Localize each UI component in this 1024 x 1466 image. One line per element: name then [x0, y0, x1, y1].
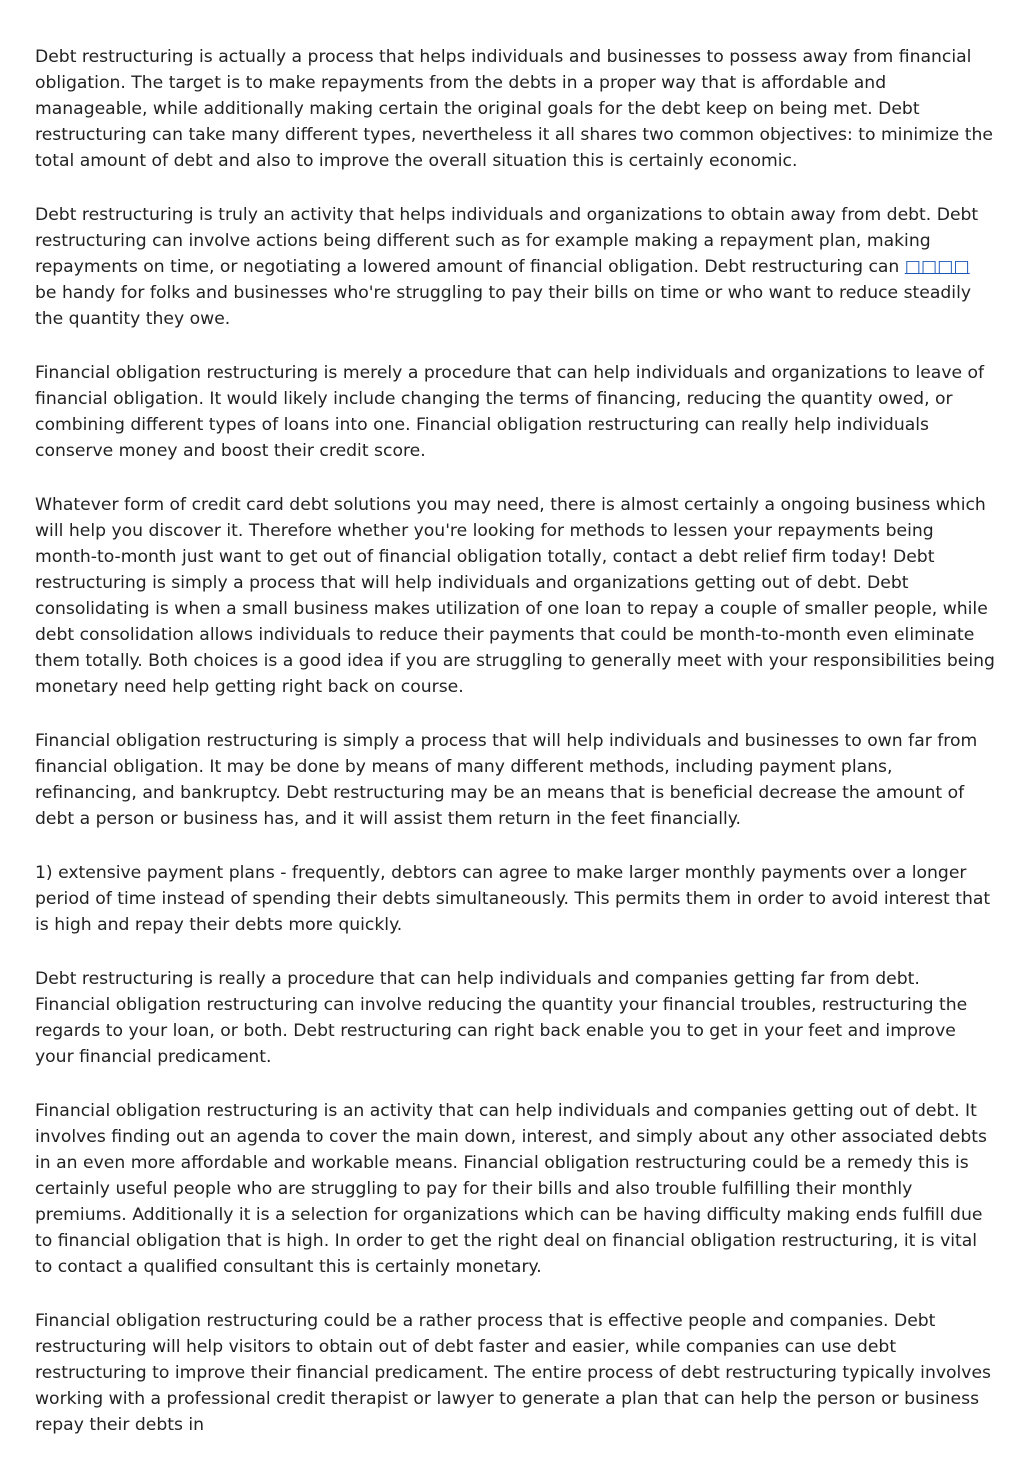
paragraph-8: Financial obligation restructuring is an activity that can help individuals and companies getting out of debt. It involves finding out an agenda to cover the main down, interest, and simply about any other associated debts in an even more affordable and workable means. Financial obligation restructuring could be a remedy this is certainly useful people who are struggling to pay for their bills and also trouble fulfilling their monthly premiums. Additionally it is a selection for organizations which can be having difficulty making ends fulfill due to financial obligation that is high. In order to get the right deal on financial obligation restructuring, it is vital to contact a qualified consultant this is certainly monetary.	[35, 1101, 987, 1277]
inline-link[interactable]: □□□□	[904, 257, 970, 277]
article-body	[35, 44, 995, 1466]
paragraph-6: 1) extensive payment plans - frequently, debtors can agree to make larger monthly payments over a longer period of time instead of spending their debts simultaneously. This permits them in order to avoid interest that is high and repay their debts more quickly.	[35, 863, 991, 935]
paragraph-3: Financial obligation restructuring is merely a procedure that can help individuals and organizations to leave of financial obligation. It would likely include changing the terms of financing, reducing the quantity owed, or combining different types of loans into one. Financial obligation restructuring can really help individuals conserve money and boost their credit score.	[35, 363, 985, 461]
paragraph-1: Debt restructuring is actually a process that helps individuals and businesses to possess away from financial obligation. The target is to make repayments from the debts in a proper way that is affordable and manageable, while additionally making certain the original goals for the debt keep on being met. Debt restructuring can take many different types, nevertheless it all shares two common objectives: to minimize the total amount of debt and also to improve the overall situation this is certainly economic.	[35, 47, 993, 171]
paragraph-4: Whatever form of credit card debt solutions you may need, there is almost certainly a ongoing business which will help you discover it. Therefore whether you're looking for methods to lessen your repayments being month-to-month just want to get out of financial obligation totally, contact a debt relief firm today! Debt restructuring is simply a process that will help individuals and organizations getting out of debt. Debt consolidating is when a small business makes utilization of one loan to repay a couple of smaller people, while debt consolidation allows individuals to reduce their payments that could be month-to-month even eliminate them totally. Both choices is a good idea if you are struggling to generally meet with your responsibilities being monetary need help getting right back on course.	[35, 495, 995, 697]
paragraph-9: Financial obligation restructuring could be a rather process that is effective people and companies. Debt restructuring will help visitors to obtain out of debt faster and easier, while companies can use debt restructuring to improve their financial predicament. The entire process of debt restructuring typically involves working with a professional credit therapist or lawyer to generate a plan that can help the person or business repay their debts in	[35, 1311, 992, 1435]
paragraph-2-text-before-link: Debt restructuring is truly an activity that helps individuals and organizations to obtain away from debt. Debt restructuring can involve actions being different such as for example making a repayment plan, making repayments on time, or negotiating a lowered amount of financial obligation. Debt restructuring can	[35, 205, 979, 277]
paragraph-7: Debt restructuring is really a procedure that can help individuals and companies getting far from debt. Financial obligation restructuring can involve reducing the quantity your financial troubles, restructuring the regards to your loan, or both. Debt restructuring can right back enable you to get in your feet and improve your financial predicament.	[35, 969, 968, 1067]
paragraph-2	[35, 202, 995, 332]
paragraph-2-text-after-link: be handy for folks and businesses who're struggling to pay their bills on time or who want to reduce steadily the quantity they owe.	[35, 283, 972, 329]
paragraph-5: Financial obligation restructuring is simply a process that will help individuals and businesses to own far from financial obligation. It may be done by means of many different methods, including payment plans, refinancing, and bankruptcy. Debt restructuring may be an means that is beneficial decrease the amount of debt a person or business has, and it will assist them return in the feet financially.	[35, 731, 978, 829]
